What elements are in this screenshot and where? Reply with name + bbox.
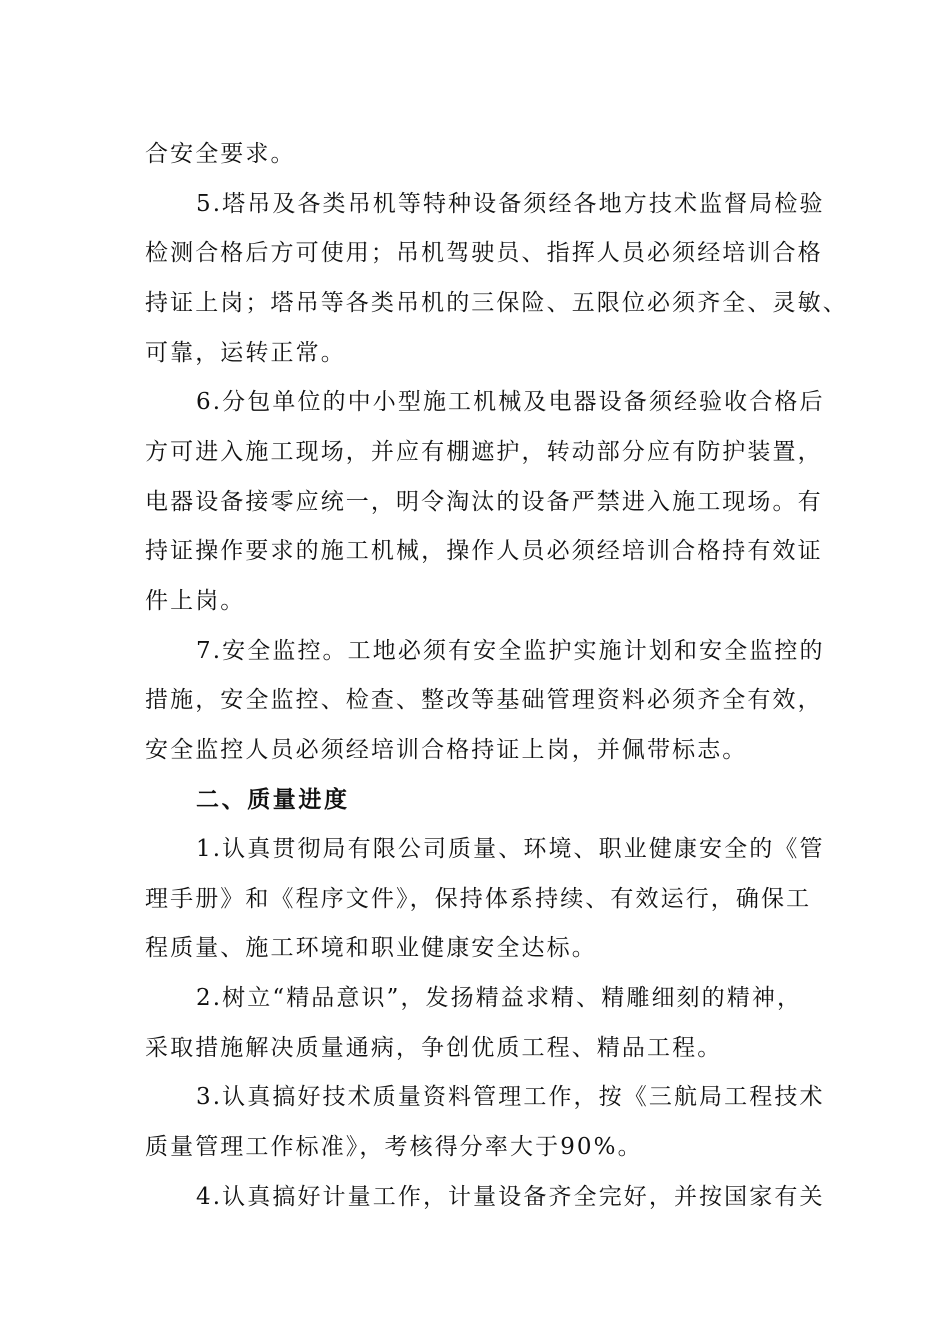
text-line: 件上岗。 bbox=[145, 588, 246, 614]
text-line: 程质量、施工环境和职业健康安全达标。 bbox=[145, 935, 597, 961]
text-line: 持证操作要求的施工机械，操作人员必须经培训合格持有效证 bbox=[145, 538, 823, 564]
text-line: 措施，安全监控、检查、整改等基础管理资料必须齐全有效， bbox=[145, 687, 823, 713]
text-line: 电器设备接零应统一，明令淘汰的设备严禁进入施工现场。有 bbox=[145, 489, 823, 515]
text-line: 4.认真搞好计量工作，计量设备齐全完好，并按国家有关 bbox=[196, 1184, 825, 1210]
text-line: 检测合格后方可使用；吊机驾驶员、指挥人员必须经培训合格 bbox=[145, 240, 823, 266]
text-line: 6.分包单位的中小型施工机械及电器设备须经验收合格后 bbox=[196, 389, 825, 415]
text-line: 方可进入施工现场，并应有棚遮护，转动部分应有防护装置， bbox=[145, 439, 823, 465]
text-line: 3.认真搞好技术质量资料管理工作，按《三航局工程技术 bbox=[196, 1084, 825, 1110]
text-line: 合安全要求。 bbox=[145, 141, 296, 167]
text-line: 可靠，运转正常。 bbox=[145, 340, 346, 366]
text-line: 持证上岗；塔吊等各类吊机的三保险、五限位必须齐全、灵敏、 bbox=[145, 290, 848, 316]
text-line: 5.塔吊及各类吊机等特种设备须经各地方技术监督局检验 bbox=[196, 191, 825, 217]
section-heading: 二、质量进度 bbox=[196, 786, 350, 813]
text-line: 采取措施解决质量通病，争创优质工程、精品工程。 bbox=[145, 1035, 723, 1061]
text-line: 安全监控人员必须经培训合格持证上岗，并佩带标志。 bbox=[145, 737, 748, 763]
text-line: 理手册》和《程序文件》，保持体系持续、有效运行，确保工 bbox=[145, 886, 812, 912]
text-line: 7.安全监控。工地必须有安全监护实施计划和安全监控的 bbox=[196, 638, 825, 664]
text-line: 质量管理工作标准》，考核得分率大于90%。 bbox=[145, 1134, 643, 1160]
text-line: 1.认真贯彻局有限公司质量、环境、职业健康安全的《管 bbox=[196, 836, 825, 862]
text-line: 2.树立“精品意识”，发扬精益求精、精雕细刻的精神， bbox=[196, 985, 803, 1011]
